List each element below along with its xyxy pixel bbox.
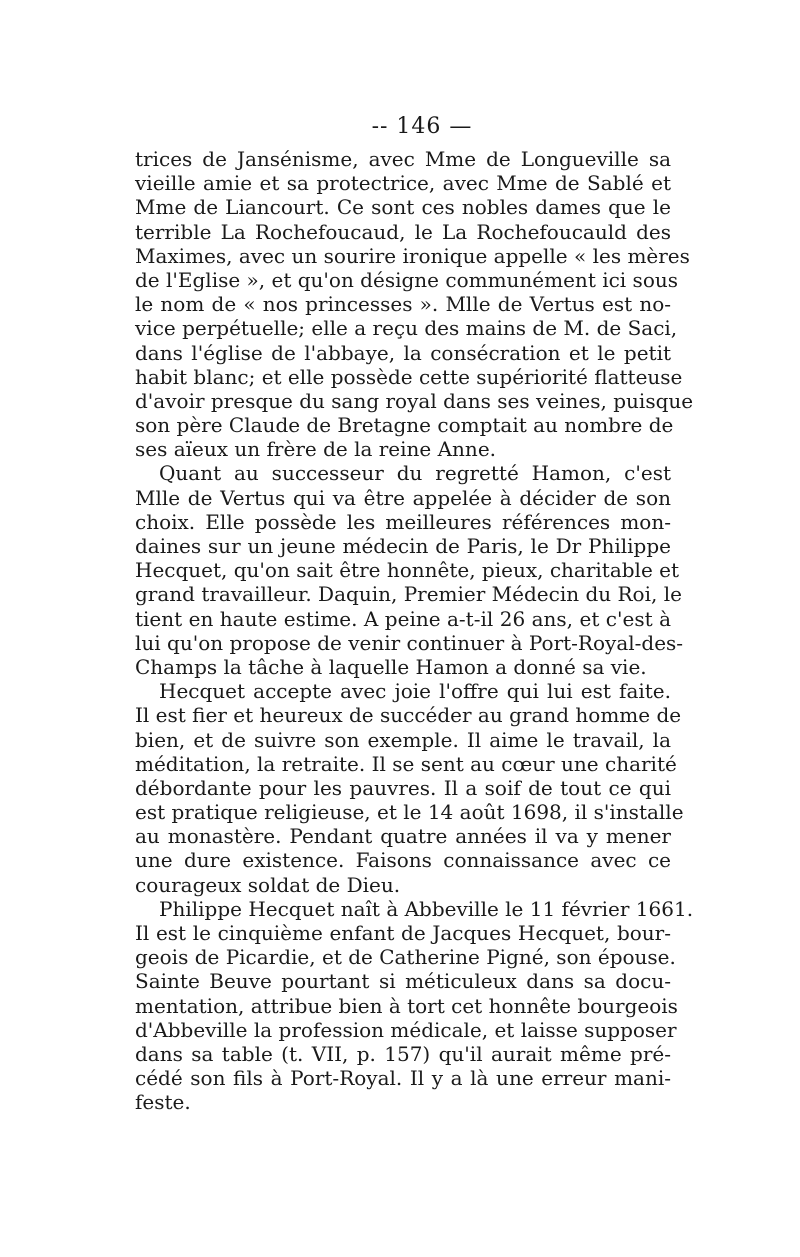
text-line: Il est fier et heureux de succéder au grand homme de <box>135 703 682 728</box>
text-line: Mlle de Vertus qui va être appelée à décider de son <box>135 485 671 510</box>
text-line: lui qu'on propose de venir continuer à Port-Royal-des- <box>135 630 684 655</box>
text-line: Hecquet accepte avec joie l'offre qui lui est faite. <box>159 679 671 704</box>
text-line: est pratique religieuse, et le 14 août 1698, il s'installe <box>135 800 684 825</box>
text-line: une dure existence. Faisons connaissance avec ce <box>135 848 671 873</box>
text-line: bien, et de suivre son exemple. Il aime le travail, la <box>135 727 671 752</box>
text-line: terrible La Rochefoucaud, le La Rochefoucauld des <box>135 219 671 244</box>
text-line: de l'Eglise », et qu'on désigne communément ici sous <box>135 267 679 292</box>
text-line: ses aïeux un frère de la reine Anne. <box>135 437 497 462</box>
text-line: son père Claude de Bretagne comptait au nombre de <box>135 413 674 438</box>
text-line: débordante pour les pauvres. Il a soif de tout ce qui <box>135 775 671 800</box>
text-line: mentation, attribue bien à tort cet honnête bourgeois <box>135 993 678 1018</box>
text-line: d'avoir presque du sang royal dans ses veines, puisque <box>135 388 694 413</box>
text-line: habit blanc; et elle possède cette supériorité flatteuse <box>135 364 683 389</box>
text-line: Il est le cinquième enfant de Jacques Hecquet, bour- <box>135 921 671 945</box>
text-line: vice perpétuelle; elle a reçu des mains de M. de Saci, <box>135 316 678 341</box>
text-line: dans l'église de l'abbaye, la consécration et le petit <box>135 340 671 365</box>
text-line: Quant au successeur du regretté Hamon, c'est <box>159 461 671 486</box>
text-line: feste. <box>135 1090 191 1115</box>
text-line: tient en haute estime. A peine a-t-il 26 ans, et c'est à <box>135 606 671 631</box>
text-line: Sainte Beuve pourtant si méticuleux dans sa docu- <box>135 969 671 994</box>
text-line: d'Abbeville la profession médicale, et laisse supposer <box>135 1017 677 1042</box>
page-number: -- 146 — <box>371 114 473 139</box>
text-line: Philippe Hecquet naît à Abbeville le 11 février 1661. <box>159 896 694 921</box>
text-line: au monastère. Pendant quatre années il va y mener <box>135 824 671 849</box>
body-text <box>135 147 694 1115</box>
text-line: Hecquet, qu'on sait être honnête, pieux, charitable et <box>135 558 680 583</box>
text-line: Champs la tâche à laquelle Hamon a donné sa vie. <box>135 654 647 679</box>
text-line: le nom de « nos princesses ». Mlle de Vertus est no- <box>135 292 671 317</box>
text-line: Maximes, avec un sourire ironique appelle « les mères <box>135 243 690 268</box>
text-line: vieille amie et sa protectrice, avec Mme de Sablé et <box>135 171 671 196</box>
text-line: méditation, la retraite. Il se sent au cœur une charité <box>135 751 677 776</box>
text-line: daines sur un jeune médecin de Paris, le Dr Philippe <box>135 534 671 558</box>
text-line: courageux soldat de Dieu. <box>135 872 401 897</box>
text-line: Mme de Liancourt. Ce sont ces nobles dames que le <box>135 195 671 220</box>
text-line: dans sa table (t. VII, p. 157) qu'il aurait même pré- <box>135 1041 671 1066</box>
text-line: grand travailleur. Daquin, Premier Médecin du Roi, le <box>135 582 682 607</box>
text-line: trices de Jansénisme, avec Mme de Longueville sa <box>135 147 671 171</box>
text-line: cédé son fils à Port-Royal. Il y a là une erreur mani- <box>135 1066 671 1091</box>
text-line: geois de Picardie, et de Catherine Pigné, son épouse. <box>135 945 676 970</box>
text-line: choix. Elle possède les meilleures références mon- <box>135 509 671 534</box>
